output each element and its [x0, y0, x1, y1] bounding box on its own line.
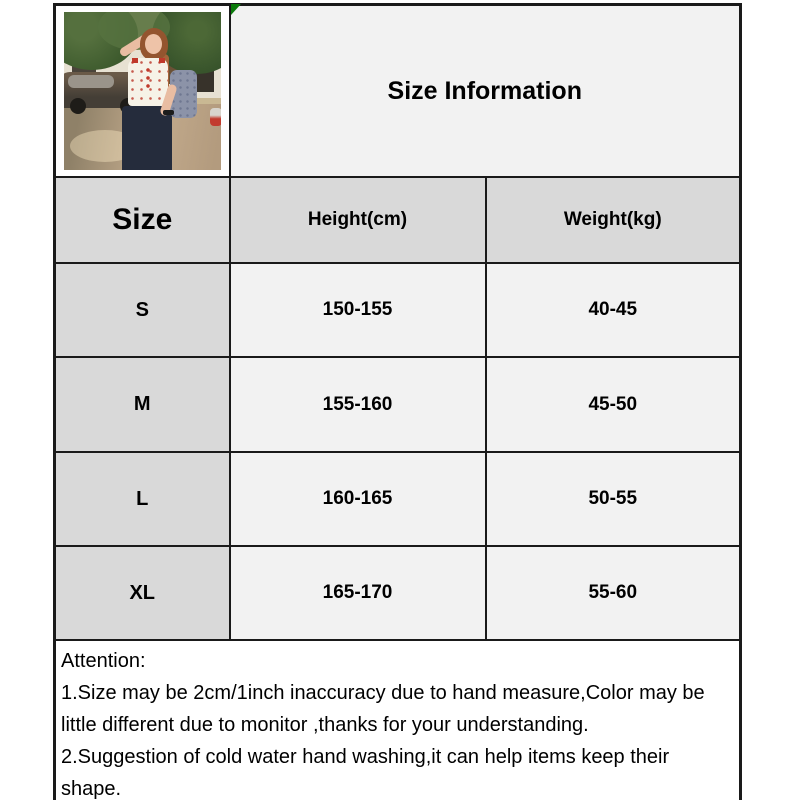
attention-note	[55, 640, 741, 800]
table-row-s	[55, 263, 741, 357]
header-size: Size	[55, 177, 230, 263]
height-value: 165-170	[230, 546, 486, 640]
size-label: S	[55, 263, 230, 357]
photo-car-window	[68, 75, 114, 88]
size-label: L	[55, 452, 230, 546]
title-cell	[230, 5, 741, 178]
photo-model-buttons	[146, 66, 150, 92]
table-header-row	[55, 177, 741, 263]
product-photo	[64, 12, 221, 170]
attention-line-2: 2.Suggestion of cold water hand washing,it can help items keep their shape.	[61, 746, 670, 800]
product-photo-cell	[55, 5, 230, 178]
photo-model-strap	[159, 58, 165, 63]
header-weight: Weight(kg)	[486, 177, 741, 263]
green-corner-marker	[231, 4, 241, 15]
photo-model-strap	[132, 58, 138, 63]
weight-value: 55-60	[486, 546, 741, 640]
height-value: 150-155	[230, 263, 486, 357]
size-label: XL	[55, 546, 230, 640]
weight-value: 50-55	[486, 452, 741, 546]
size-information-table	[53, 3, 742, 800]
top-row	[55, 5, 741, 178]
attention-line-1: 1.Size may be 2cm/1inch inaccuracy due to hand measure,Color may be little different due to monitor ,thanks for your understanding.	[61, 682, 705, 736]
photo-car-wheel	[70, 98, 86, 114]
height-value: 160-165	[230, 452, 486, 546]
height-value: 155-160	[230, 357, 486, 452]
table-row-m	[55, 357, 741, 452]
table-row-xl	[55, 546, 741, 640]
weight-value: 45-50	[486, 357, 741, 452]
size-label: M	[55, 357, 230, 452]
attention-row	[55, 640, 741, 800]
attention-label: Attention:	[61, 650, 146, 672]
table-row-l	[55, 452, 741, 546]
photo-scooter	[210, 108, 221, 126]
photo-model-face	[145, 34, 162, 54]
header-height: Height(cm)	[230, 177, 486, 263]
photo-model-watch	[163, 110, 174, 115]
weight-value: 40-45	[486, 263, 741, 357]
page-title: Size Information	[387, 76, 582, 105]
